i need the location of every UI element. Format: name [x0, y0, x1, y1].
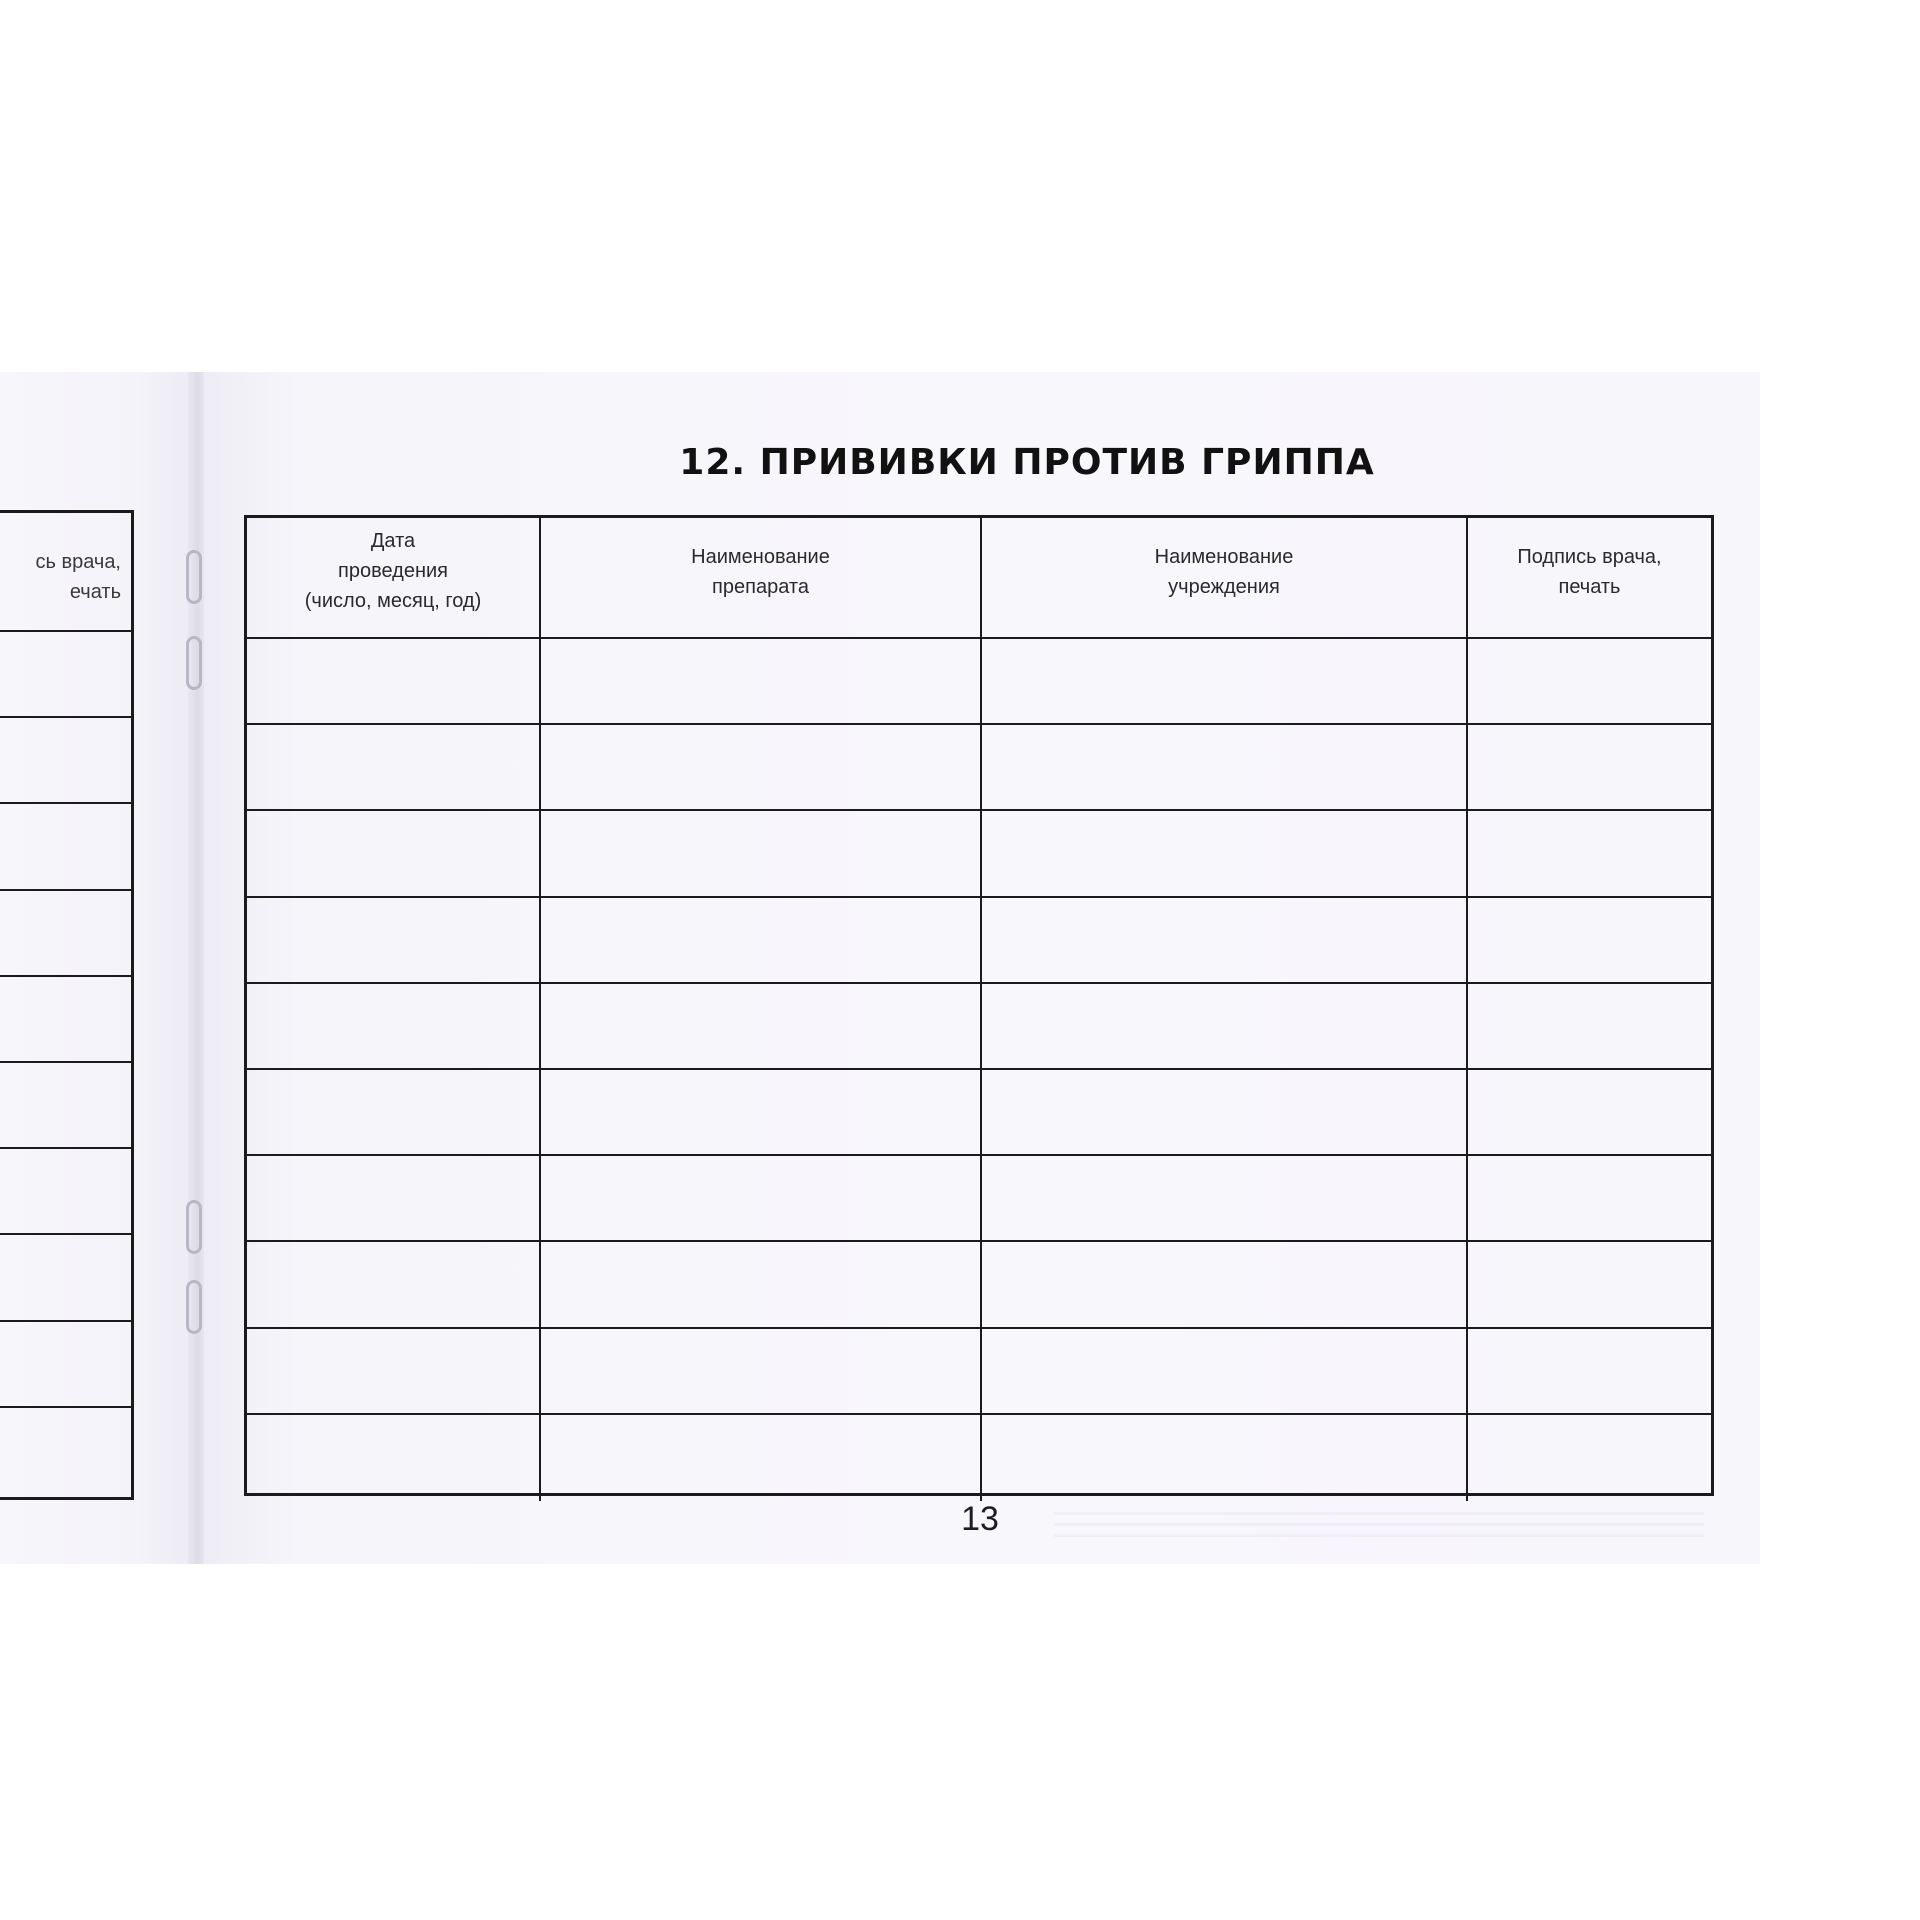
left-table-row	[0, 632, 131, 718]
drug-cell[interactable]	[541, 1156, 982, 1240]
header-date-label: Дата проведения (число, месяц, год)	[304, 529, 482, 612]
table-row	[247, 984, 1711, 1070]
table-row	[247, 725, 1711, 811]
drug-cell[interactable]	[541, 811, 982, 895]
left-table-row	[0, 977, 131, 1063]
left-table-row	[0, 1235, 131, 1321]
institution-cell[interactable]	[982, 1329, 1468, 1413]
table-header-row	[247, 518, 1711, 639]
signature-cell[interactable]	[1468, 1156, 1711, 1240]
table-row	[247, 1242, 1711, 1328]
signature-cell[interactable]	[1468, 1242, 1711, 1326]
table-row	[247, 1415, 1711, 1501]
left-table-row	[0, 1322, 131, 1408]
signature-cell[interactable]	[1468, 1415, 1711, 1501]
institution-cell[interactable]	[982, 639, 1468, 723]
left-table-row	[0, 804, 131, 890]
left-table-row	[0, 718, 131, 804]
date-cell[interactable]	[247, 984, 541, 1068]
date-cell[interactable]	[247, 898, 541, 982]
left-table-header	[0, 513, 131, 632]
staple-icon	[186, 636, 202, 690]
date-cell[interactable]	[247, 1329, 541, 1413]
signature-cell[interactable]	[1468, 1070, 1711, 1154]
signature-cell[interactable]	[1468, 811, 1711, 895]
date-cell[interactable]	[247, 725, 541, 809]
drug-cell[interactable]	[541, 725, 982, 809]
institution-cell[interactable]	[982, 1242, 1468, 1326]
institution-cell[interactable]	[982, 1070, 1468, 1154]
drug-cell[interactable]	[541, 1242, 982, 1326]
signature-cell[interactable]	[1468, 984, 1711, 1068]
table-row	[247, 811, 1711, 897]
institution-cell[interactable]	[982, 725, 1468, 809]
header-drug-name-label: Наименование препарата	[691, 545, 830, 598]
date-cell[interactable]	[247, 1156, 541, 1240]
table-row	[247, 1070, 1711, 1156]
drug-cell[interactable]	[541, 1415, 982, 1501]
institution-cell[interactable]	[982, 1415, 1468, 1501]
drug-cell[interactable]	[541, 984, 982, 1068]
drug-cell[interactable]	[541, 1070, 982, 1154]
institution-cell[interactable]	[982, 811, 1468, 895]
header-doctor-signature	[1468, 518, 1711, 637]
left-table-row	[0, 1408, 131, 1494]
institution-cell[interactable]	[982, 1156, 1468, 1240]
date-cell[interactable]	[247, 1415, 541, 1501]
date-cell[interactable]	[247, 811, 541, 895]
left-page	[0, 372, 196, 1564]
signature-cell[interactable]	[1468, 725, 1711, 809]
left-table-row	[0, 891, 131, 977]
left-table-row	[0, 1063, 131, 1149]
drug-cell[interactable]	[541, 1329, 982, 1413]
date-cell[interactable]	[247, 639, 541, 723]
date-cell[interactable]	[247, 1242, 541, 1326]
header-date	[247, 518, 541, 637]
signature-cell[interactable]	[1468, 898, 1711, 982]
date-cell[interactable]	[247, 1070, 541, 1154]
right-page	[204, 372, 1760, 1564]
table-row	[247, 1156, 1711, 1242]
drug-cell[interactable]	[541, 639, 982, 723]
staple-icon	[186, 1280, 202, 1334]
bleed-through-text	[1054, 1504, 1704, 1538]
header-institution-name	[982, 518, 1468, 637]
staple-icon	[186, 550, 202, 604]
header-drug-name	[541, 518, 982, 637]
table-row	[247, 1329, 1711, 1415]
staple-icon	[186, 1200, 202, 1254]
vaccination-table	[244, 515, 1714, 1496]
left-page-table	[0, 510, 134, 1500]
signature-cell[interactable]	[1468, 639, 1711, 723]
table-row	[247, 898, 1711, 984]
page-number-text: 13	[961, 1500, 999, 1538]
left-table-row	[0, 1149, 131, 1235]
header-doctor-signature-label: Подпись врача, печать	[1517, 545, 1662, 598]
page-title: 12. ПРИВИВКИ ПРОТИВ ГРИППА	[679, 442, 1375, 483]
drug-cell[interactable]	[541, 898, 982, 982]
header-institution-name-label: Наименование учреждения	[1154, 545, 1294, 598]
institution-cell[interactable]	[982, 898, 1468, 982]
signature-cell[interactable]	[1468, 1329, 1711, 1413]
institution-cell[interactable]	[982, 984, 1468, 1068]
left-header-text: сь врача, ечать	[35, 551, 121, 603]
table-row	[247, 639, 1711, 725]
